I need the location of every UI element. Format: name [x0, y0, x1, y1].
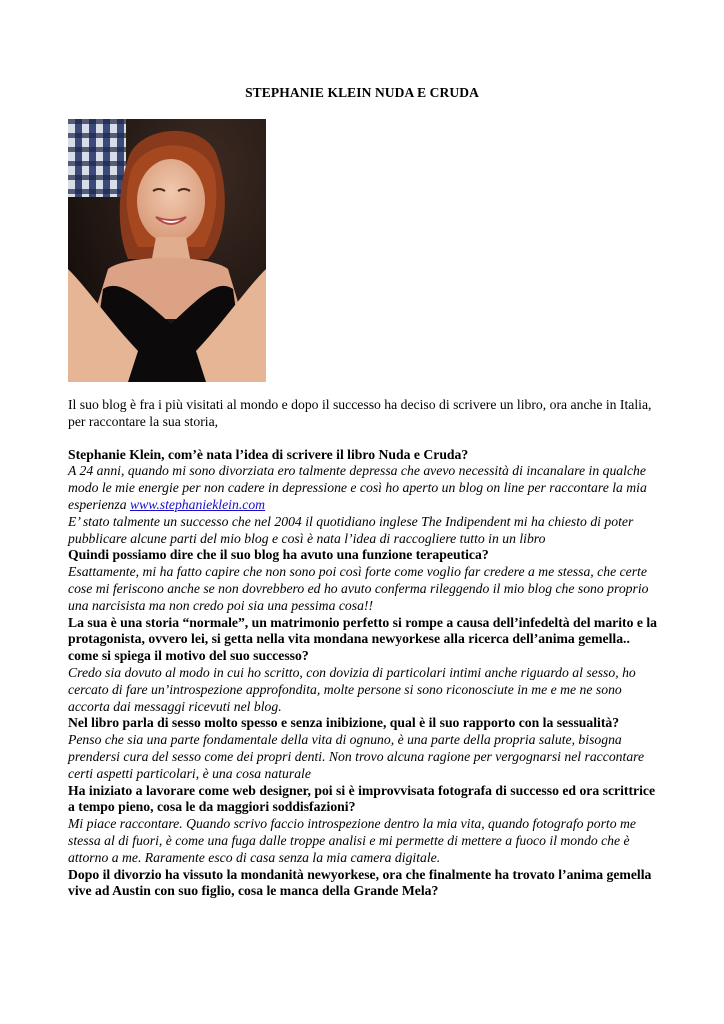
question-3: La sua è una storia “normale”, un matrimonio perfetto si rompe a causa dell’infedeltà del marito e la protagonista, ovvero lei, si getta nella vita mondana newyorkese alla ricerca dell’anima gemella.. come si spiega il motivo del suo successo? [68, 614, 658, 664]
answer-1 [68, 463, 658, 513]
answer-5: Mi piace raccontare. Quando scrivo faccio introspezione dentro la mia vita, quando fotografo porto me stessa al di fuori, è come una fuga dalle troppe analisi e mi permette di mettere a fuoco il mondo che è attorno a me. Raramente esco di casa senza la mia camera digitale. [68, 816, 636, 865]
portrait-photo [68, 119, 266, 382]
portrait-illustration [68, 119, 266, 382]
page-title: STEPHANIE KLEIN NUDA E CRUDA [245, 85, 479, 100]
question-6: Dopo il divorzio ha vissuto la mondanità newyorkese, ora che finalmente ha trovato l’anima gemella vive ad Austin con suo figlio, cosa le manca della Grande Mela? [68, 866, 652, 899]
question-1: Stephanie Klein, com’è nata l’idea di scrivere il libro Nuda e Cruda? [68, 446, 469, 462]
answer-4: Penso che sia una parte fondamentale della vita di ognuno, è una parte della propria salute, bisogna prendersi cura del sesso come dei propri denti. Non trovo alcuna ragione per vergognarsi nel raccontare certi aspetti particolari, è una cosa naturale [68, 732, 645, 781]
answer-1-text: A 24 anni, quando mi sono divorziata ero talmente depressa che avevo necessità di incanalare in qualche modo le mie energie per non cadere in depressione e così ho aperto un blog on line per raccontare la mia esperienza [68, 463, 647, 512]
blog-link[interactable]: www.stephanieklein.com [129, 496, 266, 512]
answer-2: Esattamente, mi ha fatto capire che non sono poi così forte come voglio far credere a me stessa, che certe cose mi feriscono anche se non dovrebbero ed ho avuto conferma rileggendo il mio blog che sono proprio una narcisista ma non credo poi sia una pessima cosa!! [68, 564, 649, 613]
question-2: Quindi possiamo dire che il suo blog ha avuto una funzione terapeutica? [68, 547, 489, 563]
question-4: Nel libro parla di sesso molto spesso e senza inibizione, qual è il suo rapporto con la sessualità? [68, 715, 620, 731]
intro-paragraph: Il suo blog è fra i più visitati al mondo e dopo il successo ha deciso di scrivere un libro, ora anche in Italia, per raccontare la sua storia, [68, 397, 652, 429]
article-body [68, 397, 658, 900]
answer-1-continued: E’ stato talmente un successo che nel 2004 il quotidiano inglese The Indipendent mi ha chiesto di poter pubblicare alcune parti del mio blog e così è nata l’idea di raccogliere tutto in un libro [68, 513, 634, 546]
answer-3: Credo sia dovuto al modo in cui ho scritto, con dovizia di particolari intimi anche riguardo al sesso, ho cercato di fare un’introspezione approfondita, molte persone si sono riconosciute in me e me ne sono accorta dai messaggi ricevuti nel blog. [68, 664, 636, 714]
question-5: Ha iniziato a lavorare come web designer, poi si è improvvisata fotografa di successo ed ora scrittrice a tempo pieno, cosa le da maggiori soddisfazioni? [68, 782, 656, 815]
